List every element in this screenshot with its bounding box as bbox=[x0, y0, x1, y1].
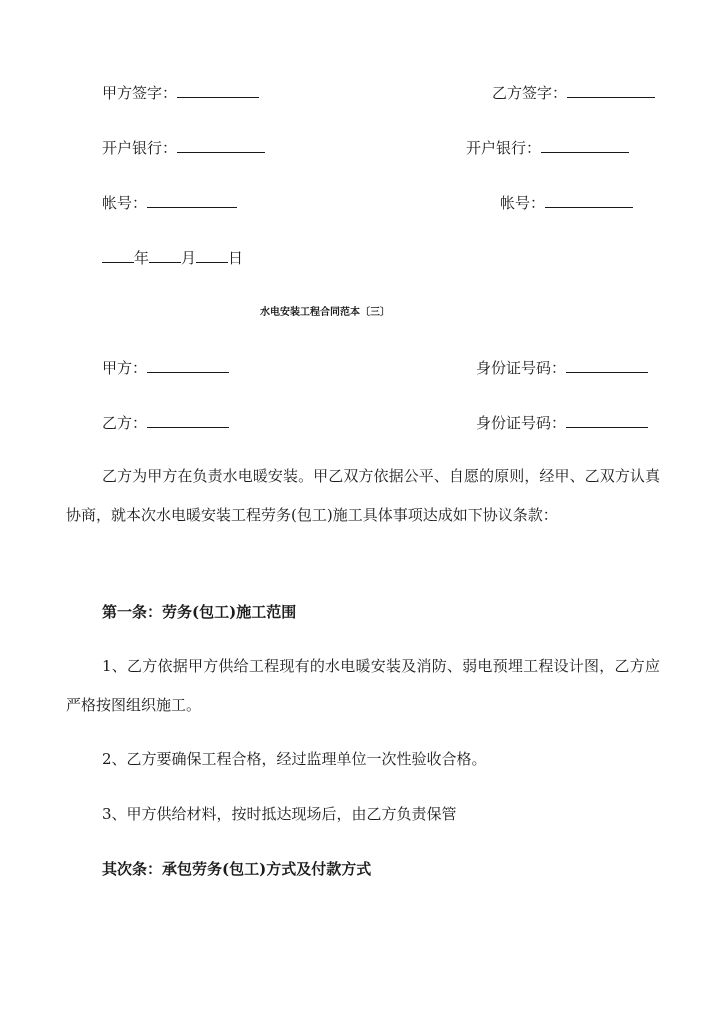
article-2-heading: 其次条：承包劳务(包工)方式及付款方式 bbox=[102, 860, 372, 878]
party-b-bank-label: 开户银行： bbox=[466, 139, 542, 157]
party-b-label: 乙方： bbox=[102, 414, 148, 432]
party-b-signature-label: 乙方签字： bbox=[492, 84, 568, 102]
year-blank bbox=[102, 247, 134, 263]
party-a-account-blank bbox=[147, 192, 237, 208]
party-b-account-blank bbox=[545, 192, 633, 208]
party-b-bank-line bbox=[466, 137, 629, 158]
party-a-account-line bbox=[102, 192, 237, 213]
contract-title: 水电安装工程合同范本〔三〕 bbox=[260, 307, 390, 318]
date-line bbox=[102, 247, 243, 268]
party-b-blank bbox=[147, 412, 229, 428]
party-a-id-label: 身份证号码： bbox=[476, 359, 567, 377]
party-a-id-line bbox=[476, 357, 648, 378]
party-a-id-blank bbox=[566, 357, 648, 373]
party-b-line bbox=[102, 412, 229, 433]
party-b-account-line bbox=[500, 192, 633, 213]
party-b-id-blank bbox=[566, 412, 648, 428]
article-1-item-3: 3、甲方供给材料，按时抵达现场后，由乙方负责保管 bbox=[102, 805, 457, 823]
article-1-heading: 第一条：劳务(包工)施工范围 bbox=[102, 603, 297, 621]
party-a-blank bbox=[147, 357, 229, 373]
month-blank bbox=[149, 247, 181, 263]
party-a-signature-blank bbox=[177, 82, 259, 98]
month-label: 月 bbox=[181, 249, 197, 267]
day-blank bbox=[196, 247, 228, 263]
party-a-signature-label: 甲方签字： bbox=[102, 84, 178, 102]
article-1-item-2: 2、乙方要确保工程合格，经过监理单位一次性验收合格。 bbox=[102, 750, 487, 768]
intro-paragraph: 乙方为甲方在负责水电暖安装。甲乙双方依据公平、自愿的原则，经甲、乙双方认真协商，就本次水电暖安装工程劳务(包工)施工具体事项达成如下协议条款： bbox=[66, 467, 660, 524]
article-1-item-1: 1、乙方依据甲方供给工程现有的水电暖安装及消防、弱电预埋工程设计图，乙方应严格按图组织施工。 bbox=[66, 657, 660, 714]
day-label: 日 bbox=[228, 249, 244, 267]
party-a-account-label: 帐号： bbox=[102, 194, 148, 212]
party-a-line bbox=[102, 357, 229, 378]
party-a-label: 甲方： bbox=[102, 359, 148, 377]
party-b-signature-line bbox=[492, 82, 655, 103]
party-a-signature-line bbox=[102, 82, 259, 103]
party-a-bank-line bbox=[102, 137, 265, 158]
year-label: 年 bbox=[134, 249, 150, 267]
party-b-id-line bbox=[476, 412, 648, 433]
party-b-bank-blank bbox=[541, 137, 629, 153]
party-b-account-label: 帐号： bbox=[500, 194, 546, 212]
party-b-signature-blank bbox=[567, 82, 655, 98]
party-a-bank-blank bbox=[177, 137, 265, 153]
party-b-id-label: 身份证号码： bbox=[476, 414, 567, 432]
party-a-bank-label: 开户银行： bbox=[102, 139, 178, 157]
